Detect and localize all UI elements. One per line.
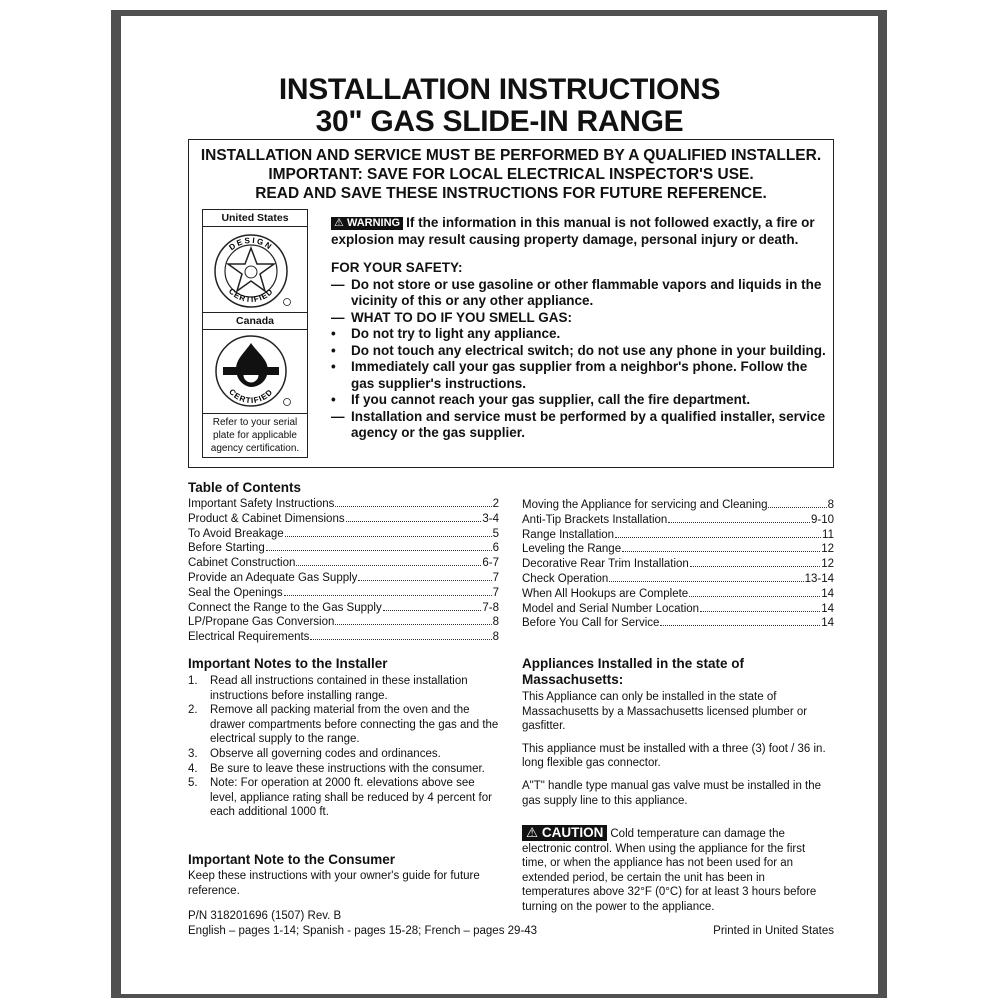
installer-note-text: Read all instructions contained in these installation instructions before installing range. [210,675,468,702]
us-seal-bottom-text: CERTIFIED [226,286,276,305]
toc-entry-label: Important Safety Instructions [188,498,335,510]
installer-note-number: 2. [188,704,198,717]
notice-line-2: IMPORTANT: SAVE FOR LOCAL ELECTRICAL INSPECTOR'S USE. [268,166,754,183]
installer-note-number: 1. [188,675,198,687]
language-pages: English – pages 1-14; Spanish - pages 15-28; French – pages 29-43 [188,925,538,937]
toc-entry-page: 7-8 [482,601,499,614]
massachusetts-para-1: This Appliance can only be installed in the state of Massachusetts by a Massachusetts licensed plumber or gasfitter. [522,691,808,733]
safety-item-marker: • [331,359,336,374]
toc-leader-dots [622,550,820,552]
printed-in: Printed in United States [713,925,834,937]
cert-divider [203,312,307,313]
toc-entry [188,601,499,616]
safety-instructions [331,260,826,442]
toc-entry [188,556,499,571]
toc-entry-label: Seal the Openings [188,586,283,599]
safety-item-text: Do not store or use gasoline or other flammable vapors and liquids in the vicinity of this or any other appliance. [351,276,822,308]
toc-entry-label: LP/Propane Gas Conversion [188,616,335,629]
toc-entry-page: 13-14 [804,572,834,585]
safety-notice-box [188,139,834,468]
part-number: P/N 318201696 (1507) Rev. B [188,910,342,922]
toc-entry-page: 8 [492,631,499,644]
toc-leader-dots [689,595,820,597]
toc-entry [522,616,834,631]
toc-entry [522,572,834,587]
toc-leader-dots [700,610,820,612]
toc-leader-dots [266,549,492,551]
consumer-note-text: Keep these instructions with your owner's guide for future reference. [188,870,480,897]
toc-leader-dots [296,564,481,566]
warning-badge-label: WARNING [346,217,401,229]
toc-entry-page: 9-10 [810,513,834,526]
toc-entry-label: Decorative Rear Trim Installation [522,558,689,571]
toc-entry-label: Before Starting [188,542,265,555]
safety-item-text: If you cannot reach your gas supplier, call the fire department. [351,392,751,407]
installer-note-text: Be sure to leave these instructions with the consumer. [210,762,485,775]
toc-entry-page: 8 [827,499,834,511]
toc-entry-label: Product & Cabinet Dimensions [188,512,345,525]
installer-note-item [188,747,504,762]
toc-leader-dots [668,521,810,523]
toc-entry-page: 14 [821,617,834,630]
toc-entry-label: Model and Serial Number Location [522,602,700,615]
installer-note-item [188,703,504,747]
certification-panel [202,209,308,458]
warning-statement [331,215,826,248]
toc-entry-page: 14 [821,602,834,615]
toc-entry-page: 6-7 [482,557,499,570]
safety-item-marker: • [331,392,336,407]
massachusetts-section [522,690,836,816]
document-page [121,16,878,994]
installer-note-text: Note: For operation at 2000 ft. elevations above see level, appliance rating shall be reduced by 4 percent for each additional 1000 ft. [210,777,492,819]
toc-entry-label: Check Operation [522,572,609,585]
installer-note-number: 3. [188,747,198,760]
toc-entry [522,498,834,513]
safety-item-marker: — [331,309,345,325]
installer-note-item [188,674,504,703]
toc-title: Table of Contents [188,480,301,495]
safety-item-marker: • [331,342,336,358]
toc-leader-dots [768,506,826,508]
caution-text: Cold temperature can damage the electronic control. When using the appliance for the first time, or when the appliance has not been used for an extended period, be certain the unit has been in temperatures above 32°F (0°C) for at least 3 hours before turning on the power to the appliance. [522,828,817,913]
toc-entry-label: Moving the Appliance for servicing and Cleaning [522,499,768,511]
installer-note-item [188,776,504,820]
cert-divider [203,226,307,227]
us-label: United States [221,212,289,224]
installer-note-number: 5. [188,777,198,790]
safety-item-text: WHAT TO DO IF YOU SMELL GAS: [351,309,573,325]
notice-line-1: INSTALLATION AND SERVICE MUST BE PERFORMED BY A QUALIFIED INSTALLER. [200,147,822,164]
certification-note: Refer to your serial plate for applicable agency certification. [210,417,300,454]
toc-leader-dots [335,623,491,625]
safety-item [331,359,826,392]
massachusetts-para-2: This appliance must be installed with a three (3) foot / 36 in. long flexible gas connector. [522,742,826,770]
toc-entry-label: Provide an Adequate Gas Supply [188,571,358,584]
safety-item [331,343,826,360]
safety-item [331,310,826,327]
toc-entry-page: 14 [821,587,834,600]
toc-entry-page: 12 [821,543,834,556]
installer-notes-list [188,674,504,820]
title-line-1: INSTALLATION INSTRUCTIONS [278,73,721,106]
caution-statement [522,825,822,915]
toc-entry [522,557,834,572]
toc-entry-page: 3-4 [482,512,499,525]
toc-entry-page: 5 [492,527,499,540]
installer-note-item [188,762,504,777]
toc-left-column [188,497,499,645]
toc-entry [522,542,834,557]
installer-note-text: Observe all governing codes and ordinances. [210,747,441,760]
toc-entry [522,587,834,602]
caution-badge [522,825,607,841]
toc-entry [188,512,499,527]
safety-item-marker: — [331,408,345,424]
consumer-note-heading: Important Note to the Consumer [188,852,396,867]
toc-entry-label: Before You Call for Service [522,617,660,630]
toc-leader-dots [310,638,491,640]
toc-entry-page: 7 [492,586,499,599]
toc-entry-label: To Avoid Breakage [188,527,284,540]
toc-entry-label: Cabinet Construction [188,557,296,570]
caution-triangle-icon: ⚠ [526,825,539,840]
toc-leader-dots [609,580,803,582]
safety-list [331,277,826,442]
massachusetts-para-3: A"T" handle type manual gas valve must be installed in the gas supply line to this appliance. [522,779,822,807]
toc-leader-dots [615,536,821,538]
toc-entry [522,513,834,528]
massachusetts-heading: Appliances Installed in the state of Massachusetts: [522,656,745,687]
toc-entry-label: Range Installation [522,528,615,541]
canada-seal-bottom-text: CERTIFIED [227,387,275,406]
toc-entry-page: 2 [492,498,499,510]
toc-entry-label: Anti-Tip Brackets Installation [522,513,668,526]
warning-text: If the information in this manual is not followed exactly, a fire or explosion may result causing property damage, personal injury or death. [331,215,815,247]
installer-note-number: 4. [188,762,198,775]
toc-leader-dots [285,535,492,537]
us-seal-top-text: DESIGN [227,235,275,253]
warning-badge [331,217,403,230]
safety-item-text: Do not try to light any appliance. [351,326,561,341]
toc-leader-dots [346,520,482,522]
design-certified-seal-icon [213,230,295,312]
caution-badge-label: CAUTION [541,825,604,840]
safety-item [331,326,826,343]
toc-leader-dots [358,579,491,581]
toc-leader-dots [660,624,820,626]
toc-leader-dots [284,594,492,596]
toc-entry-page: 6 [492,542,499,555]
toc-entry [188,527,499,542]
toc-entry [188,571,499,586]
safety-heading: FOR YOUR SAFETY: [331,260,463,275]
toc-entry [188,541,499,556]
cert-divider [203,329,307,330]
toc-entry [522,602,834,617]
toc-entry [522,528,834,543]
toc-leader-dots [383,609,482,611]
toc-entry-label: Leveling the Range [522,543,622,556]
installer-notes-heading: Important Notes to the Installer [188,656,388,671]
title-line-2: 30" GAS SLIDE-IN RANGE [315,105,684,138]
toc-entry-label: When All Hookups are Complete [522,587,689,600]
toc-entry-page: 11 [822,528,834,541]
canada-label: Canada [236,315,274,327]
toc-entry-label: Electrical Requirements [188,631,310,644]
toc-right-column [522,498,834,631]
safety-item-text: Installation and service must be performed by a qualified installer, service agency or the gas supplier. [351,408,826,440]
warning-triangle-icon: ⚠ [334,217,344,229]
toc-entry [188,497,499,512]
toc-entry-page: 12 [821,558,834,571]
flame-certified-seal-icon [213,331,295,411]
toc-entry-page: 7 [492,571,499,584]
safety-item [331,277,826,310]
safety-item [331,409,826,442]
installer-note-text: Remove all packing material from the oven and the drawer compartments before connecting the gas and the electrical supply to the range. [210,704,499,746]
toc-entry-page: 8 [492,616,499,629]
notice-line-3: READ AND SAVE THESE INSTRUCTIONS FOR FUTURE REFERENCE. [255,185,767,202]
toc-leader-dots [690,565,820,567]
safety-item-marker: • [331,326,336,341]
cert-divider [203,413,307,414]
toc-entry [188,630,499,645]
safety-item-text: Immediately call your gas supplier from a neighbor's phone. Follow the gas supplier's instructions. [351,359,808,391]
toc-leader-dots [335,505,491,507]
toc-entry [188,615,499,630]
svg-text:CERTIFIED [227,287,275,304]
safety-item [331,392,826,409]
toc-entry [188,586,499,601]
safety-item-marker: — [331,276,345,292]
safety-item-text: Do not touch any electrical switch; do not use any phone in your building. [351,342,826,358]
toc-entry-label: Connect the Range to the Gas Supply [188,601,382,614]
